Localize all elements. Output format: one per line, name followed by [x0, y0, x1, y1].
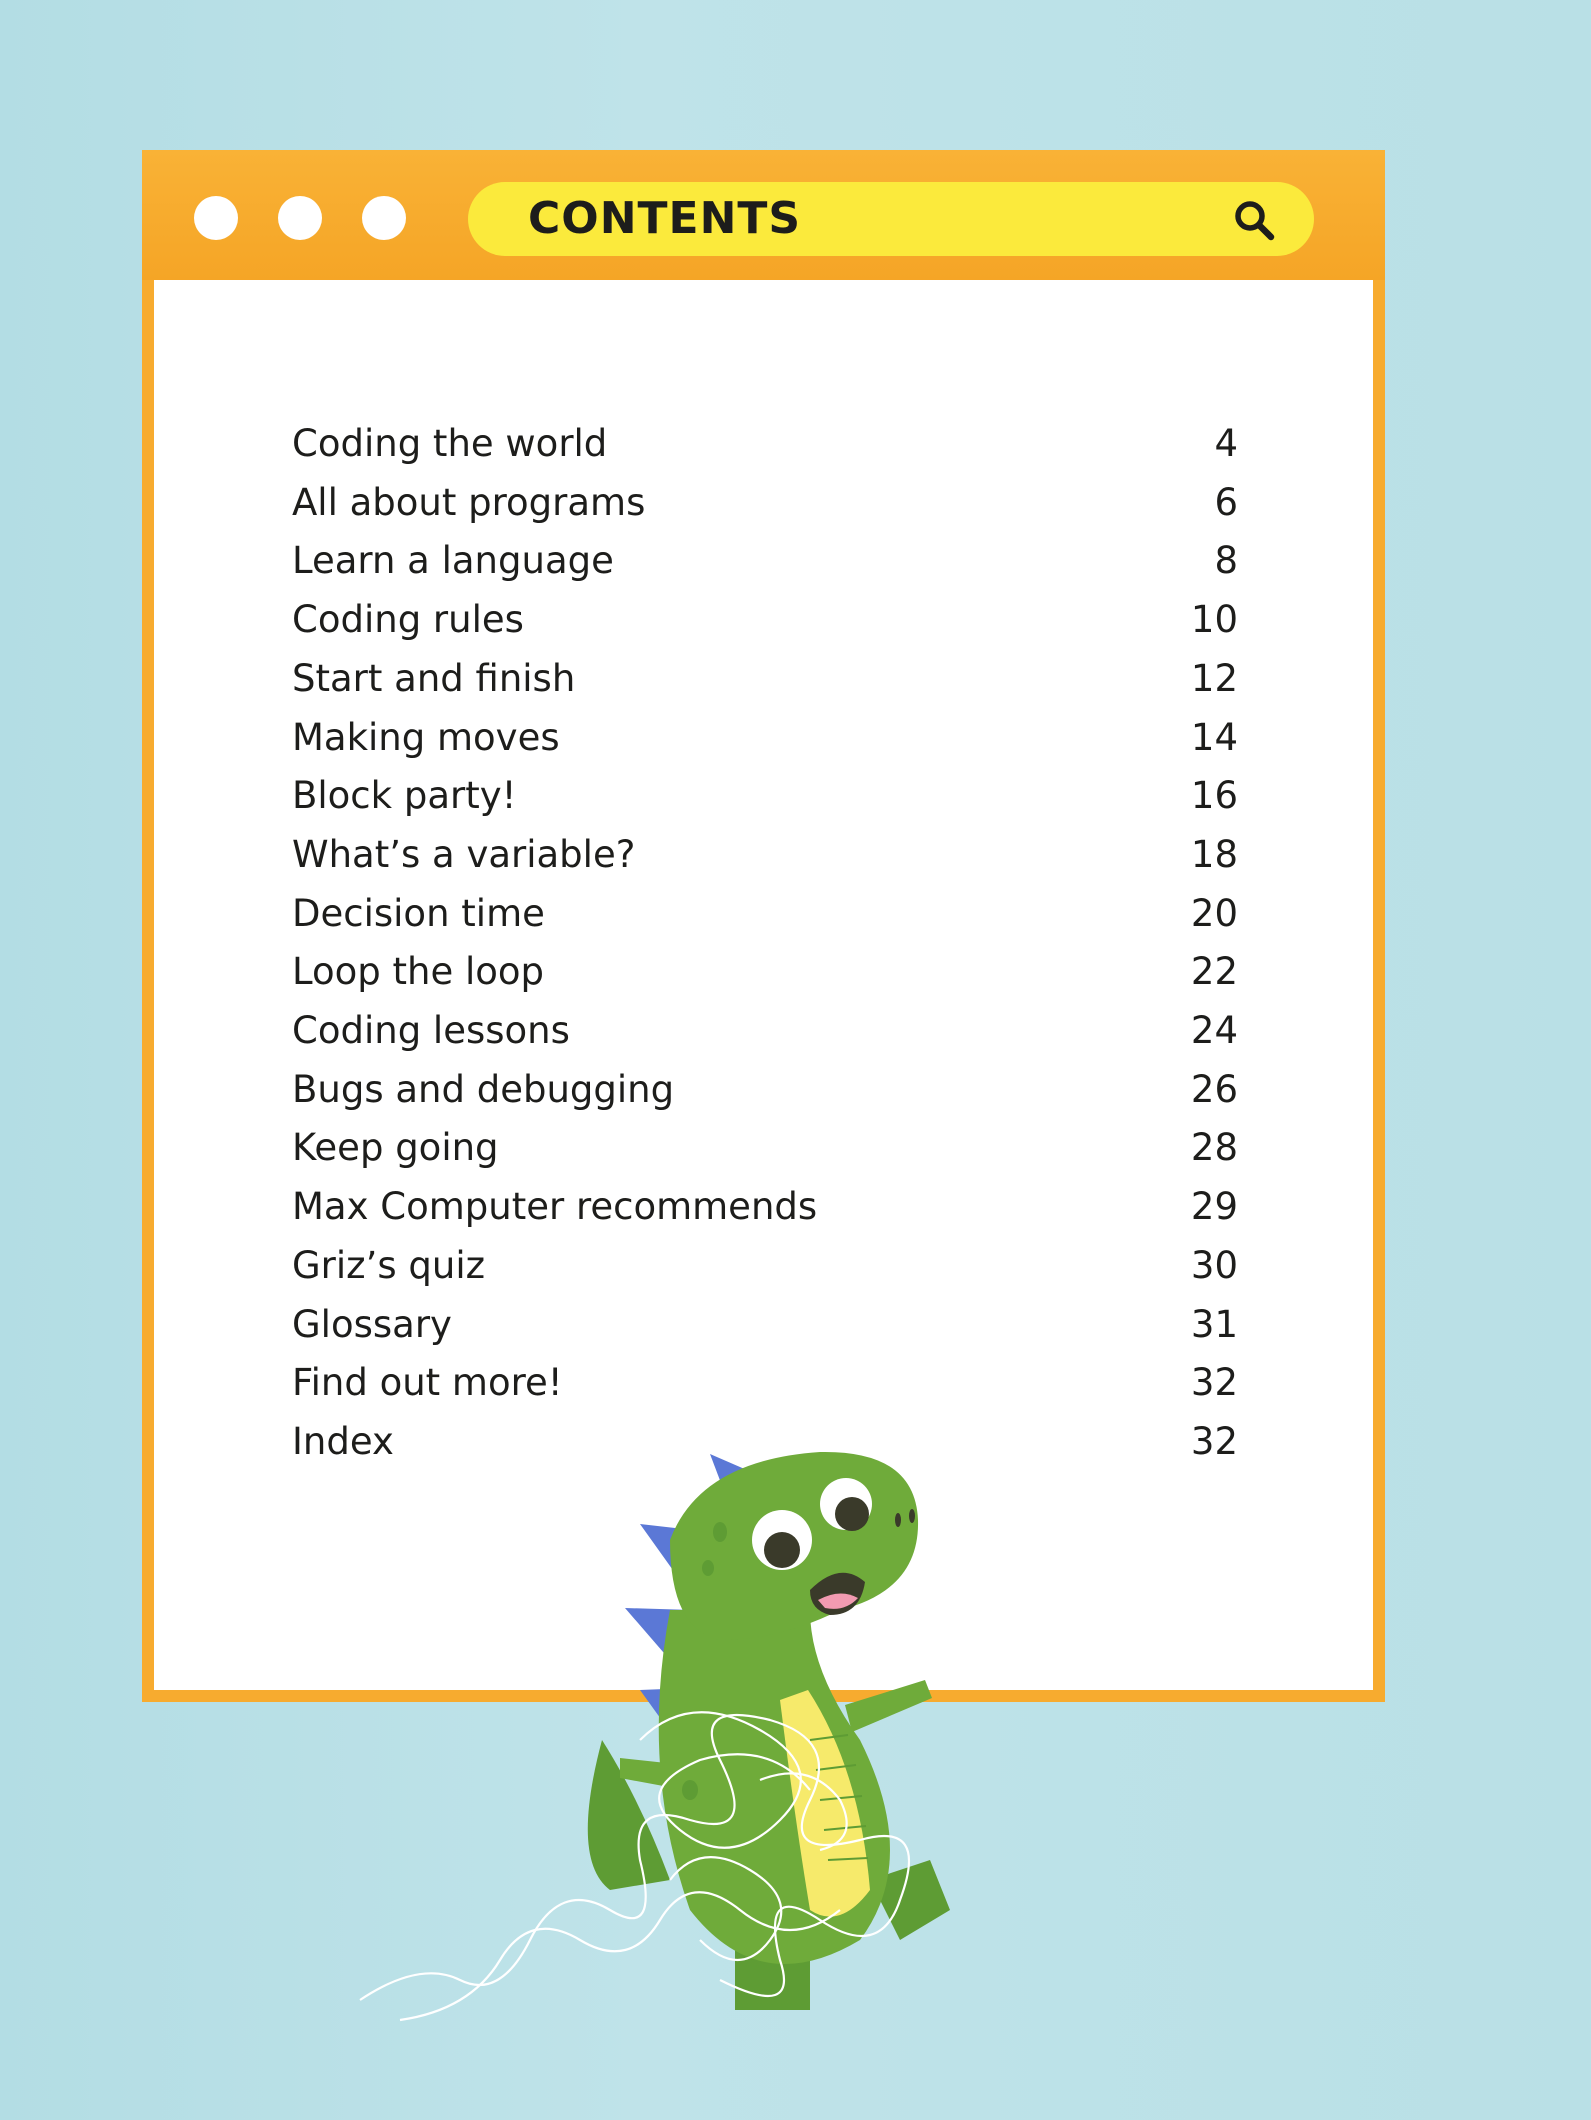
window-control-dot-1[interactable] [194, 196, 238, 240]
toc-entry[interactable] [154, 1178, 1373, 1236]
toc-entry-title: All about programs [292, 480, 646, 524]
toc-entry[interactable] [154, 885, 1373, 943]
toc-entry[interactable] [154, 532, 1373, 590]
toc-entry-title: Max Computer recommends [292, 1185, 818, 1229]
title-search-bar[interactable] [468, 182, 1314, 256]
toc-entry-title: Start and finish [292, 656, 576, 700]
toc-entry-title: Find out more! [292, 1361, 563, 1405]
toc-entry-page-number: 28 [1190, 1126, 1238, 1170]
toc-entry-page-number: 4 [1214, 422, 1238, 465]
toc-entry[interactable] [154, 1002, 1373, 1060]
toc-entry[interactable] [154, 943, 1373, 1001]
toc-entry-title: Decision time [292, 891, 545, 935]
toc-entry-title: Loop the loop [292, 950, 545, 994]
toc-entry-page-number: 10 [1190, 598, 1238, 642]
toc-entry[interactable] [154, 1296, 1373, 1354]
toc-entry-title: Index [292, 1419, 394, 1463]
toc-entry-title: What’s a variable? [292, 832, 636, 876]
toc-entry-page-number: 8 [1214, 539, 1238, 583]
toc-entry[interactable] [154, 1354, 1373, 1412]
toc-entry[interactable] [154, 709, 1373, 767]
toc-entry-title: Keep going [292, 1126, 499, 1170]
window-control-dot-3[interactable] [362, 196, 406, 240]
toc-entry-title: Glossary [292, 1302, 452, 1346]
toc-entry[interactable] [154, 591, 1373, 649]
toc-entry-page-number: 26 [1190, 1067, 1238, 1111]
toc-entry-page-number: 30 [1190, 1243, 1238, 1287]
toc-entry-title: Coding lessons [292, 1009, 570, 1052]
toc-entry-page-number: 20 [1190, 891, 1238, 935]
toc-entry-page-number: 12 [1190, 656, 1238, 700]
toc-entry-page-number: 24 [1190, 1009, 1238, 1052]
toc-entry-page-number: 32 [1190, 1361, 1238, 1405]
toc-entry[interactable] [154, 1237, 1373, 1295]
window-control-dot-2[interactable] [278, 196, 322, 240]
toc-entry-page-number: 29 [1190, 1185, 1238, 1229]
toc-entry-page-number: 32 [1190, 1419, 1238, 1463]
toc-entry-title: Learn a language [292, 539, 614, 583]
toc-entry-page-number: 16 [1190, 774, 1238, 818]
toc-entry-title: Making moves [292, 715, 560, 759]
toc-entry[interactable] [154, 767, 1373, 825]
toc-entry-title: Coding rules [292, 598, 524, 642]
toc-entry-page-number: 6 [1214, 480, 1238, 524]
toc-entry[interactable] [154, 650, 1373, 708]
toc-entry-title: Coding the world [292, 422, 608, 465]
toc-entry-page-number: 31 [1190, 1302, 1238, 1346]
toc-entry[interactable] [154, 826, 1373, 884]
dinosaur-illustration [340, 1440, 980, 2040]
window-titlebar [142, 150, 1385, 280]
toc-entry-page-number: 18 [1190, 832, 1238, 876]
toc-entry-page-number: 14 [1190, 715, 1238, 759]
contents-title: CONTENTS [528, 193, 802, 244]
toc-entry[interactable] [154, 474, 1373, 532]
toc-entry-title: Griz’s quiz [292, 1243, 486, 1287]
toc-entry[interactable] [154, 1119, 1373, 1177]
toc-entry[interactable] [154, 1061, 1373, 1119]
search-icon[interactable] [1232, 198, 1276, 242]
toc-entry[interactable] [154, 415, 1373, 473]
toc-entry-title: Bugs and debugging [292, 1067, 675, 1111]
toc-entry-page-number: 22 [1190, 950, 1238, 994]
toc-entry-title: Block party! [292, 774, 517, 818]
